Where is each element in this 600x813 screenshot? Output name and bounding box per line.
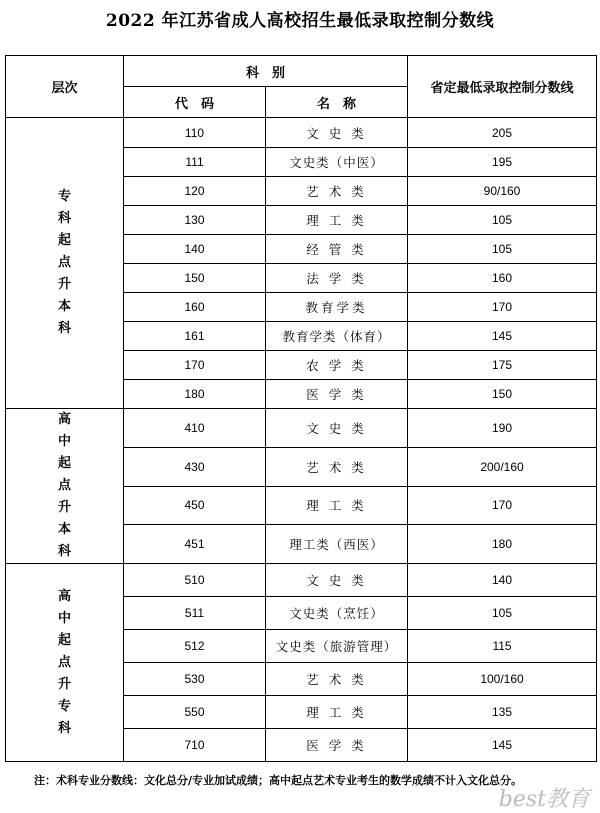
name-cell: 文 史 类 — [266, 564, 408, 597]
code-cell: 110 — [124, 118, 266, 148]
score-cell: 145 — [408, 729, 597, 762]
name-cell: 艺 术 类 — [266, 663, 408, 696]
score-cell: 200/160 — [408, 447, 597, 486]
score-cell: 105 — [408, 206, 597, 235]
code-cell: 140 — [124, 235, 266, 264]
level-char: 专 — [57, 189, 71, 204]
level-char: 本 — [57, 299, 71, 314]
page-title: 2022 年江苏省成人高校招生最低录取控制分数线 — [105, 11, 495, 31]
name-cell: 教育学类（体育） — [266, 322, 408, 351]
level-char: 起 — [57, 456, 71, 471]
code-cell: 120 — [124, 177, 266, 206]
name-cell: 文 史 类 — [266, 409, 408, 448]
name-cell: 理 工 类 — [266, 206, 408, 235]
footnote: 注：术科专业分数线：文化总分/专业加试成绩；高中起点艺术专业考生的数学成绩不计入文化总分。 — [34, 774, 523, 787]
level-char: 中 — [57, 610, 71, 626]
code-cell: 530 — [124, 663, 266, 696]
score-cell: 160 — [408, 264, 597, 293]
name-cell: 理工类（西医） — [266, 525, 408, 564]
watermark: best教育 — [498, 787, 590, 812]
name-cell: 文史类（中医） — [266, 148, 408, 177]
score-cell: 195 — [408, 148, 597, 177]
code-cell: 161 — [124, 322, 266, 351]
code-cell: 451 — [124, 525, 266, 564]
table-row — [6, 564, 597, 597]
score-cell: 150 — [408, 380, 597, 409]
code-cell: 111 — [124, 148, 266, 177]
score-cell: 105 — [408, 597, 597, 630]
level-char: 起 — [57, 233, 71, 248]
level-char: 高 — [57, 412, 71, 427]
name-cell: 教育学类 — [266, 293, 408, 322]
table-row — [6, 409, 597, 448]
score-table — [5, 55, 597, 762]
score-cell: 140 — [408, 564, 597, 597]
level-char: 起 — [57, 632, 71, 648]
code-cell: 410 — [124, 409, 266, 448]
level-char: 专 — [57, 698, 71, 714]
header-level: 层次 — [6, 56, 124, 118]
level-cell — [6, 118, 124, 409]
score-cell: 105 — [408, 235, 597, 264]
score-cell: 115 — [408, 630, 597, 663]
level-char: 科 — [57, 720, 71, 736]
level-char: 高 — [57, 588, 71, 604]
name-cell: 医 学 类 — [266, 729, 408, 762]
header-code: 代 码 — [124, 87, 266, 118]
code-cell: 512 — [124, 630, 266, 663]
level-cell — [6, 409, 124, 564]
name-cell: 农 学 类 — [266, 351, 408, 380]
level-char: 点 — [57, 255, 71, 270]
level-char: 科 — [57, 211, 71, 226]
header-subject: 科 别 — [124, 56, 408, 87]
name-cell: 文 史 类 — [266, 118, 408, 148]
code-cell: 430 — [124, 447, 266, 486]
level-cell — [6, 564, 124, 762]
name-cell: 文史类（旅游管理） — [266, 630, 408, 663]
score-cell: 205 — [408, 118, 597, 148]
score-cell: 135 — [408, 696, 597, 729]
name-cell: 理 工 类 — [266, 486, 408, 525]
code-cell: 160 — [124, 293, 266, 322]
code-cell: 450 — [124, 486, 266, 525]
score-cell: 190 — [408, 409, 597, 448]
code-cell: 511 — [124, 597, 266, 630]
header-score: 省定最低录取控制分数线 — [408, 56, 597, 118]
level-char: 科 — [57, 544, 71, 559]
level-char: 点 — [57, 478, 71, 493]
name-cell: 理 工 类 — [266, 696, 408, 729]
name-cell: 文史类（烹饪） — [266, 597, 408, 630]
level-char: 升 — [57, 676, 71, 692]
score-cell: 100/160 — [408, 663, 597, 696]
score-cell: 170 — [408, 486, 597, 525]
code-cell: 510 — [124, 564, 266, 597]
score-cell: 145 — [408, 322, 597, 351]
name-cell: 艺 术 类 — [266, 177, 408, 206]
level-char: 科 — [57, 321, 71, 336]
name-cell: 医 学 类 — [266, 380, 408, 409]
name-cell: 艺 术 类 — [266, 447, 408, 486]
code-cell: 150 — [124, 264, 266, 293]
score-cell: 90/160 — [408, 177, 597, 206]
level-char: 本 — [57, 522, 71, 537]
level-char: 中 — [57, 434, 71, 449]
name-cell: 法 学 类 — [266, 264, 408, 293]
code-cell: 130 — [124, 206, 266, 235]
level-char: 点 — [57, 654, 71, 670]
table-row — [6, 118, 597, 148]
code-cell: 180 — [124, 380, 266, 409]
level-char: 升 — [57, 277, 71, 292]
name-cell: 经 管 类 — [266, 235, 408, 264]
header-name: 名 称 — [266, 87, 408, 118]
score-cell: 175 — [408, 351, 597, 380]
code-cell: 550 — [124, 696, 266, 729]
score-cell: 180 — [408, 525, 597, 564]
code-cell: 710 — [124, 729, 266, 762]
table-body — [6, 118, 597, 762]
level-char: 升 — [57, 500, 71, 515]
score-cell: 170 — [408, 293, 597, 322]
code-cell: 170 — [124, 351, 266, 380]
